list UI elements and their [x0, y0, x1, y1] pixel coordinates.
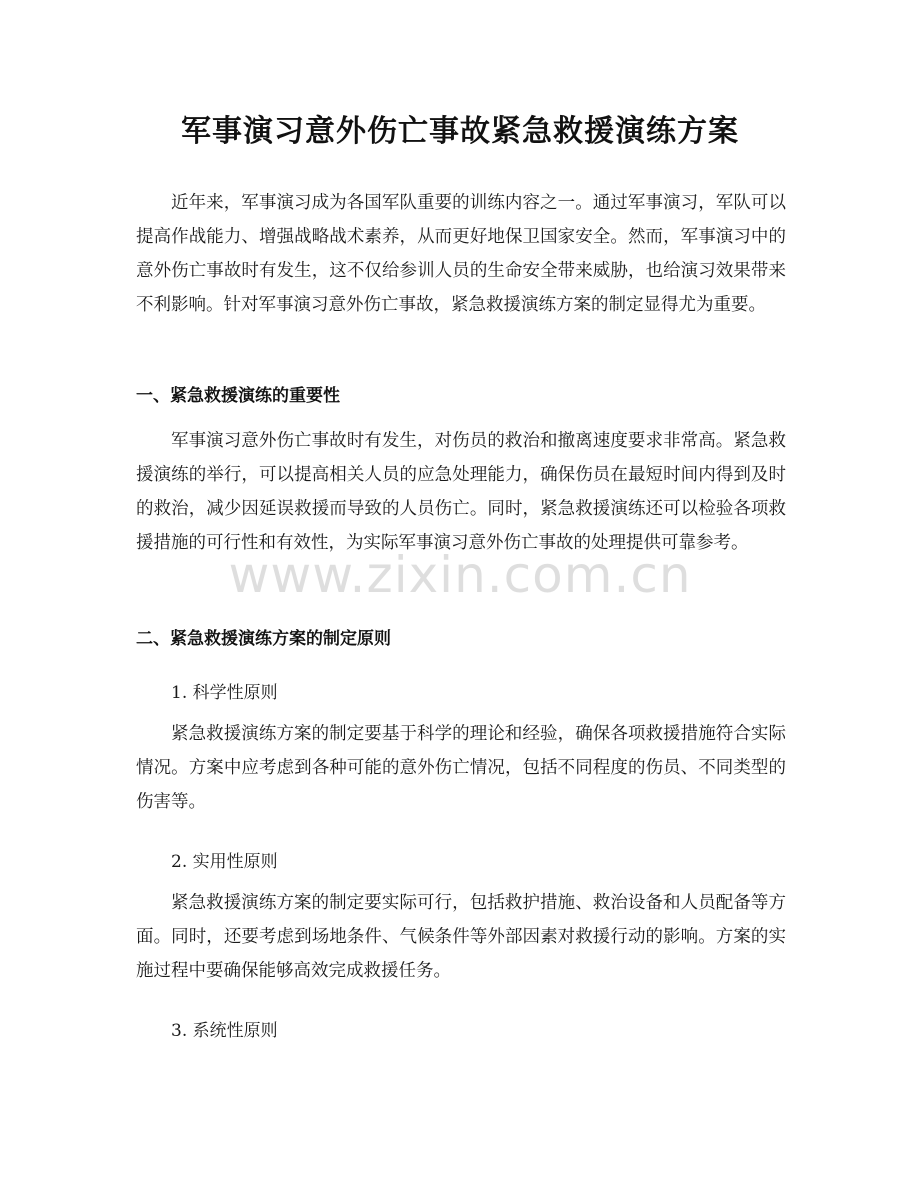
- intro-paragraph: 近年来，军事演习成为各国军队重要的训练内容之一。通过军事演习，军队可以提高作战能力、增强战略战术素养，从而更好地保卫国家安全。然而，军事演习中的意外伤亡事故时有发生，这不仅给参训人员的生命安全带来威胁，也给演习效果带来不利影响。针对军事演习意外伤亡事故，紧急救援演练方案的制定显得尤为重要。: [136, 193, 786, 315]
- section1-paragraph: 军事演习意外伤亡事故时有发生，对伤员的救治和撤离速度要求非常高。紧急救援演练的举行，可以提高相关人员的应急处理能力，确保伤员在最短时间内得到及时的救治，减少因延误救援而导致的人员伤亡。同时，紧急救援演练还可以检验各项救援措施的可行性和有效性，为实际军事演习意外伤亡事故的处理提供可靠参考。: [136, 431, 786, 553]
- section2-heading: 二、紧急救援演练方案的制定原则: [136, 629, 391, 649]
- section1-heading: 一、紧急救援演练的重要性: [136, 386, 340, 406]
- principle-2-label: 2. 实用性原则: [171, 852, 278, 872]
- principle-2-paragraph: 紧急救援演练方案的制定要实际可行，包括救护措施、救治设备和人员配备等方面。同时，还要考虑到场地条件、气候条件等外部因素对救援行动的影响。方案的实施过程中要确保能够高效完成救援任务。: [136, 893, 786, 981]
- principle-3-label: 3. 系统性原则: [171, 1021, 278, 1041]
- watermark: www.zixin.com.cn: [228, 546, 692, 604]
- principle-1-label: 1. 科学性原则: [171, 683, 278, 703]
- document-title: 军事演习意外伤亡事故紧急救援演练方案: [181, 114, 739, 149]
- principle-1-paragraph: 紧急救援演练方案的制定要基于科学的理论和经验，确保各项救援措施符合实际情况。方案中应考虑到各种可能的意外伤亡情况，包括不同程度的伤员、不同类型的伤害等。: [136, 724, 786, 812]
